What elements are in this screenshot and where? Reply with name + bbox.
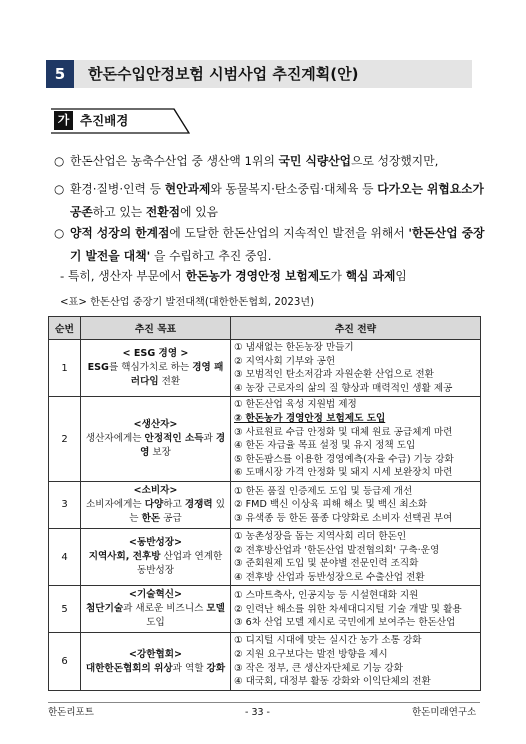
table-row: [49, 528, 481, 585]
emphasis-text: 다양: [144, 498, 164, 510]
header-goal: 추진 목표: [81, 317, 231, 340]
goal-cell: [81, 397, 231, 482]
paragraph-3: [48, 222, 488, 268]
text-run: 가: [330, 269, 346, 283]
goal-cell: [81, 481, 231, 528]
text-run: 에 도달한 한돈산업의 지속적인 발전을 위해서: [169, 226, 409, 240]
paragraph-text: [48, 150, 488, 173]
table-row: [49, 633, 481, 690]
subsection-title: 추진배경: [80, 113, 129, 128]
subsection-header: [50, 108, 190, 134]
strategy-item: ① 한돈산업 육성 지원법 제정: [234, 399, 357, 411]
text-run: - 특히, 생산자 부문에서: [60, 269, 186, 283]
table-row: [49, 586, 481, 633]
text-run: 과 역할: [172, 662, 207, 674]
footer-divider: [48, 702, 480, 703]
text-run: 산업과 연계한 동반성장: [136, 551, 223, 577]
row-number: 5: [49, 586, 81, 633]
row-number: 1: [49, 340, 81, 397]
section-header: [46, 60, 472, 88]
strategy-table: [48, 316, 481, 691]
emphasis-text: 대한한돈협회의 위상: [85, 662, 173, 674]
strategy-item: ⑤ 한돈팜스를 이용한 경영예측(자율 수급) 기능 강화: [234, 453, 454, 465]
strategy-item: ② 지원 요구보다는 발전 방향을 제시: [234, 648, 388, 660]
goal-heading: < ESG 경영 >: [122, 348, 189, 360]
goal-cell: [81, 528, 231, 585]
text-run: 소비자에게는: [86, 498, 145, 510]
row-number: 4: [49, 528, 81, 585]
text-run: 으로 성장했지만,: [351, 154, 439, 168]
emphasis-text: '한돈산업 중장기 발전을 대책': [70, 226, 485, 263]
paragraph-2: [48, 178, 488, 224]
goal-heading: <강한협회>: [128, 648, 183, 660]
strategy-item: ③ 모범적인 탄소저감과 자원순환 산업으로 전환: [234, 369, 434, 381]
strategy-item: ① 디지털 시대에 맞는 실시간 농가 소통 강화: [234, 635, 422, 647]
text-run: 있는: [129, 498, 225, 524]
strategy-item: ① 스마트축사, 인공지능 등 시설현대화 지원: [234, 589, 419, 601]
strategy-cell: [231, 633, 481, 690]
goal-heading: <생산자>: [133, 419, 178, 431]
text-run: 한돈산업은 농축수산업 중 생산액 1위의: [70, 154, 279, 168]
emphasis-text: ESG: [87, 362, 109, 374]
table-row: [49, 397, 481, 482]
text-run: 에 있음: [180, 205, 219, 219]
strategy-cell: [231, 528, 481, 585]
emphasis-text: 핵심 과제: [345, 269, 396, 283]
emphasis-text: 양적 성장의 한계점: [70, 226, 170, 240]
goal-cell: [81, 633, 231, 690]
emphasis-text: 안정적인 소득: [144, 433, 204, 445]
text-run: 임: [395, 269, 407, 283]
strategy-cell: [231, 397, 481, 482]
row-number: 6: [49, 633, 81, 690]
text-run: 를 핵심가치로 하는: [108, 362, 193, 374]
header-strategy: 추진 전략: [231, 317, 481, 340]
text-run: 을 수립하고 추진 중임.: [150, 249, 272, 263]
strategy-item: ③ 작은 정부, 큰 생산자단체로 기능 강화: [234, 662, 403, 674]
goal-heading: <동반성장>: [128, 537, 183, 549]
goal-heading: <소비자>: [133, 484, 178, 496]
emphasis-text: 경영: [140, 433, 226, 459]
footer-right: 한돈미래연구소: [412, 707, 477, 718]
text-run: 공급: [160, 512, 182, 524]
strategy-item: ③ 사료원료 수급 안정화 및 대체 원료 공급체계 마련: [234, 426, 453, 438]
strategy-item: ④ 전후방 산업과 동반성장으로 수출산업 전환: [234, 571, 425, 583]
row-number: 3: [49, 481, 81, 528]
emphasis-text: 전환점: [145, 205, 181, 219]
goal-description: [86, 433, 225, 458]
emphasis-text: 경영 패러다임: [130, 362, 224, 388]
table-body: [49, 340, 481, 691]
strategy-cell: [231, 481, 481, 528]
note-line: [60, 266, 407, 286]
strategy-item: ④ 농장 근로자의 삶의 질 향상과 매력적인 생활 제공: [234, 382, 453, 394]
goal-description: [86, 499, 225, 524]
bullet-circle: ○: [54, 226, 65, 240]
text-run: 생산자에게는: [85, 433, 145, 445]
strategy-item: ④ 대국회, 대정부 활동 강화와 이익단체의 전환: [234, 676, 431, 688]
emphasis-text: 지역사회, 전후방: [88, 551, 161, 563]
goal-cell: [81, 340, 231, 397]
emphasis-text: 다가오는 위협요소가 공존: [70, 182, 484, 219]
text-run: 과 새로운 비즈니스: [123, 603, 207, 615]
text-run: 도입: [146, 617, 165, 629]
goal-description: [86, 603, 225, 628]
subsection-badge: 가: [54, 111, 73, 130]
strategy-item: ④ 한돈 자급율 목표 설정 및 유지 정책 도입: [234, 440, 416, 452]
goal-description: [88, 362, 224, 387]
strategy-item: ① 농촌성장을 돕는 지역사회 리더 한돈인: [234, 530, 407, 542]
table-row: [49, 340, 481, 397]
strategy-item: ① 냄새없는 한돈농장 만들기: [234, 342, 354, 353]
text-run: 하고 있는: [92, 205, 146, 219]
strategy-item: ② 지역사회 기부와 공헌: [234, 355, 336, 367]
goal-description: [86, 663, 225, 674]
goal-description: [89, 551, 223, 576]
strategy-cell: [231, 586, 481, 633]
goal-cell: [81, 586, 231, 633]
goal-heading: <기술혁신>: [128, 589, 183, 601]
emphasis-text: 현안과제: [164, 182, 211, 196]
emphasis-text: 모델: [206, 603, 225, 615]
table-header-row: [49, 317, 481, 340]
strategy-item: ⑥ 도매시장 가격 안정화 및 돼지 시세 보완장치 마련: [234, 467, 453, 479]
emphasis-text: 한돈농가 경영안정 보험제도: [185, 269, 331, 283]
text-run: 과: [203, 433, 216, 445]
text-run: 하고: [163, 498, 185, 510]
strategy-item: ② 인력난 해소를 위한 차세대디지털 기술 개발 및 활용: [234, 603, 462, 615]
row-number: 2: [49, 397, 81, 482]
emphasis-text: 국민 식량산업: [278, 154, 352, 168]
strategy-item: ③ 유색종 등 한돈 품종 다양화로 소비자 선택권 부여: [234, 512, 453, 524]
paragraph-text: [48, 222, 488, 268]
header-no: 순번: [49, 317, 81, 340]
text-run: 와 동물복지·탄소중립·대체육 등: [210, 182, 378, 196]
table-row: [49, 481, 481, 528]
emphasis-text: 첨단기술: [86, 603, 124, 615]
emphasis-text: 강화: [206, 662, 226, 674]
table-caption: <표> 한돈산업 중장기 발전대책(대한한돈협회, 2023년): [60, 297, 315, 308]
bullet-circle: ○: [54, 182, 65, 196]
strategy-item: ② FMD 백신 이상육 피해 해소 및 백신 최소화: [234, 499, 428, 511]
paragraph-text: [48, 178, 488, 224]
text-run: 환경·질병·인력 등: [70, 182, 165, 196]
bullet-circle: ○: [54, 154, 65, 168]
emphasis-text: 한돈: [141, 512, 161, 524]
page-number: - 33 -: [245, 707, 270, 718]
footer-left: 한돈리포트: [48, 707, 94, 718]
section-title: 한돈수입안정보험 시범사업 추진계획(안): [88, 65, 359, 83]
strategy-item: ③ 6차 산업 모델 제시로 국민에게 보여주는 한돈산업: [234, 617, 456, 629]
strategy-item: ① 한돈 품질 인증제도 도입 및 등급제 개선: [234, 485, 413, 497]
paragraph-1: [48, 150, 488, 173]
text-run: 보장: [149, 447, 171, 459]
strategy-item: ③ 준회원제 도입 및 분야별 전문인력 조직화: [234, 558, 419, 570]
strategy-item: ② 전후방산업과 '한돈산업 발전협의회' 구축·운영: [234, 544, 440, 556]
text-run: 전환: [158, 376, 181, 388]
strategy-item: ② 한돈농가 경영안정 보험제도 도입: [234, 412, 386, 424]
strategy-cell: [231, 340, 481, 397]
section-number: 5: [46, 60, 74, 88]
emphasis-text: 경쟁력: [184, 498, 213, 510]
